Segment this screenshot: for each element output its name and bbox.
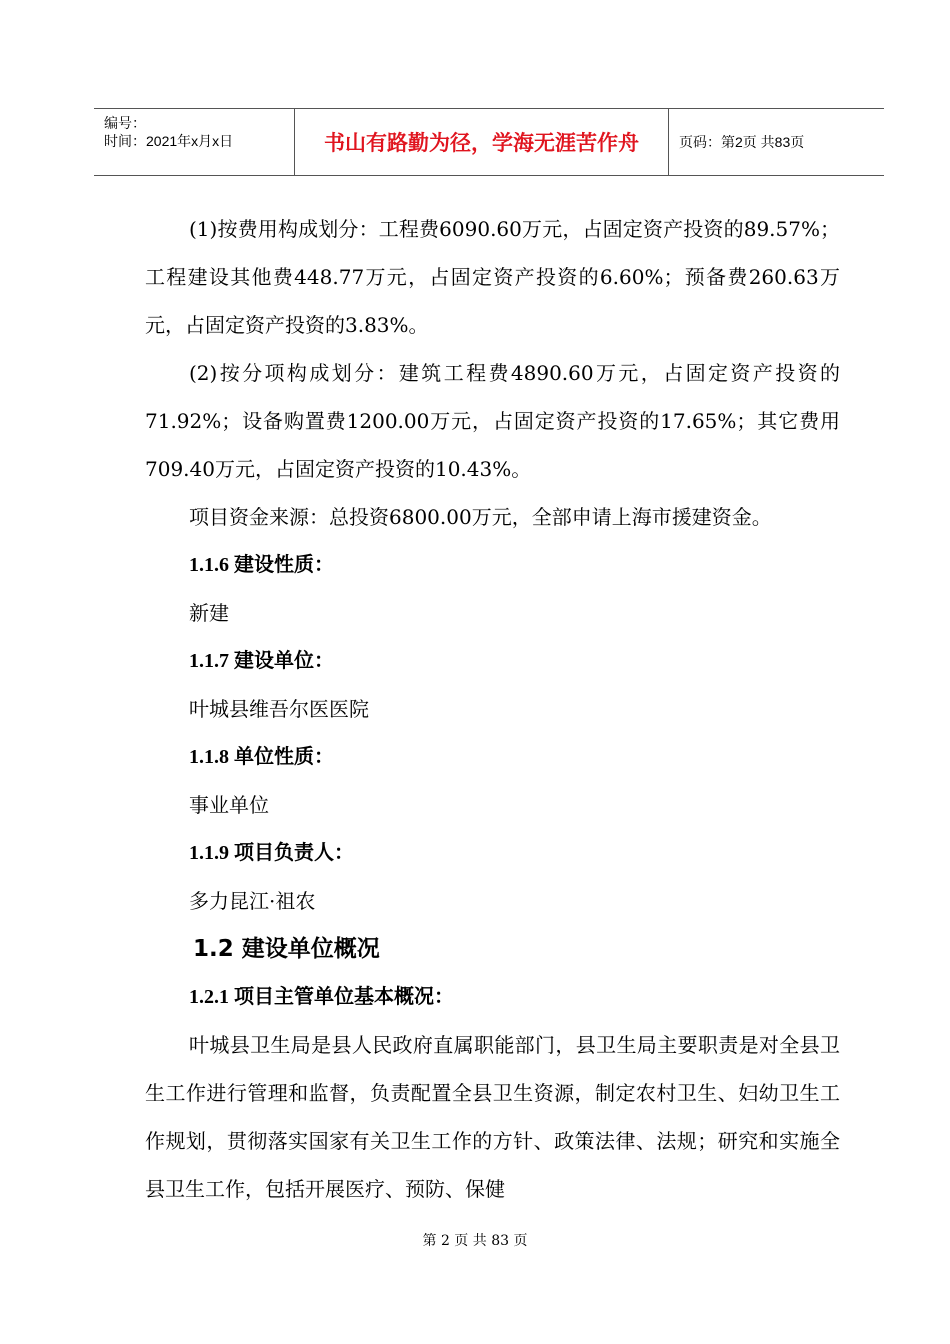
header-page-number: 页码：第2页 共83页	[679, 134, 805, 150]
value-construction-nature: 新建	[189, 601, 229, 625]
doc-number-label: 编号：	[104, 115, 146, 131]
section-heading-unit-overview: 1.2 建设单位概况	[193, 936, 380, 962]
paragraph-cost-composition: (1)按费用构成划分：工程费6090.60万元，占固定资产投资的89.57%；工程建设其他费448.77万元，占固定资产投资的6.60%；预备费260.63万元，占固定资产投资的3.83%。	[145, 217, 840, 337]
heading-construction-unit: 1.1.7 建设单位：	[189, 650, 334, 672]
paragraph-health-bureau: 叶城县卫生局是县人民政府直属职能部门，县卫生局主要职责是对全县卫生工作进行管理和监督，负责配置全县卫生资源，制定农村卫生、妇幼卫生工作规划，贯彻落实国家有关卫生工作的方针、政策法律、法规；研究和实施全县卫生工作，包括开展医疗、预防、保健	[145, 1033, 840, 1201]
heading-construction-nature: 1.1.6 建设性质：	[189, 554, 334, 576]
doc-date-label: 时间：2021年x月x日	[104, 133, 234, 149]
value-unit-nature: 事业单位	[189, 793, 269, 817]
page-header	[94, 108, 884, 176]
value-project-leader: 多力昆江·祖农	[189, 889, 316, 913]
heading-supervisor-overview: 1.2.1 项目主管单位基本概况：	[189, 986, 454, 1008]
value-construction-unit: 叶城县维吾尔医医院	[189, 697, 369, 721]
heading-unit-nature: 1.1.8 单位性质：	[189, 746, 334, 768]
document-body	[145, 205, 840, 1213]
paragraph-funding-source: 项目资金来源：总投资6800.00万元，全部申请上海市援建资金。	[189, 505, 772, 529]
page-footer: 第 2 页 共 83 页	[422, 1233, 528, 1249]
paragraph-item-composition: (2)按分项构成划分：建筑工程费4890.60万元，占固定资产投资的71.92%；设备购置费1200.00万元，占固定资产投资的17.65%；其它费用709.40万元，占固定资产投资的10.43%。	[145, 361, 840, 481]
header-meta	[94, 109, 295, 175]
heading-project-leader: 1.1.9 项目负责人：	[189, 842, 354, 864]
header-motto: 书山有路勤为径，学海无涯苦作舟	[295, 109, 669, 175]
